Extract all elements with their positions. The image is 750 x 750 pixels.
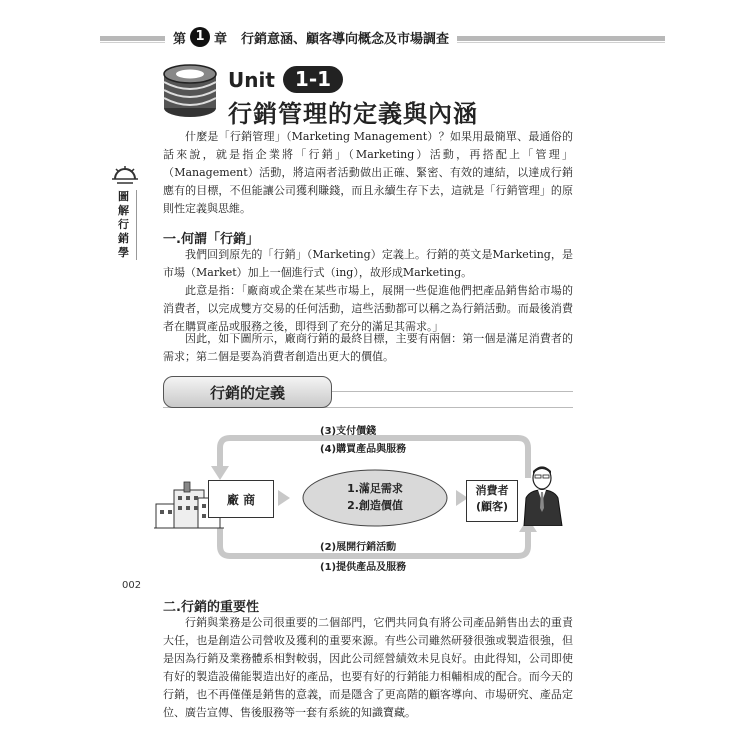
consumer-person-icon xyxy=(518,462,568,526)
consumer-node xyxy=(466,480,518,522)
definition-box-title: 行銷的定義 xyxy=(163,376,332,408)
label-pay-price: (3)支付價錢 xyxy=(320,426,377,437)
goal-2: 2.創造價值 xyxy=(347,499,403,512)
marketing-definition-diagram xyxy=(150,418,570,578)
side-rule xyxy=(136,190,137,260)
chapter-prefix: 第 xyxy=(173,31,187,47)
chapter-header xyxy=(165,26,457,48)
consumer-label: 消費者 xyxy=(475,484,509,497)
chapter-number: 1 xyxy=(190,27,210,47)
customer-label: (顧客) xyxy=(475,500,509,513)
section-heading-1: 一.何謂「行銷」 xyxy=(163,232,259,247)
unit-word: Unit xyxy=(228,67,275,92)
chapter-title: 行銷意涵、顧客導向概念及市場調查 xyxy=(241,31,450,47)
section-heading-2: 二.行銷的重要性 xyxy=(163,600,259,615)
label-buy-products: (4)購買產品與服務 xyxy=(320,444,407,455)
firm-label: 廠 商 xyxy=(226,492,256,507)
unit-cylinder-icon xyxy=(160,62,220,118)
label-marketing-activities: (2)展開行銷活動 xyxy=(320,542,397,553)
top-arrow-head xyxy=(211,466,229,480)
section1-paragraph-3: 因此，如下圖所示，廠商行銷的最終目標，主要有兩個：第一個是滿足消費者的需求；第二個是要為消費者創造出更大的價值。 xyxy=(163,332,573,363)
unit-number-badge: 1-1 xyxy=(283,66,343,93)
goal-1: 1.滿足需求 xyxy=(347,482,403,495)
section1-paragraph-2: 此意是指：「廠商或企業在某些市場上，展開一些促進他們把產品銷售給市場的消費者，以完成雙方交易的任何活動，這些活動都可以稱之為行銷活動。而最後消費者在購買產品或服務之後，即得到了充分的滿足其需求。」 xyxy=(163,284,573,333)
page-title: 行銷管理的定義與內涵 xyxy=(228,100,478,128)
center-goals xyxy=(318,480,432,514)
sun-icon xyxy=(112,165,138,185)
chapter-suffix: 章 xyxy=(214,31,228,47)
section2-paragraph-1: 行銷與業務是公司很重要的二個部門，它們共同負有將公司產品銷售出去的重責大任，也是創造公司營收及獲利的重要來源。有些公司雖然研發很強或製造很強，但是因為行銷及業務體系相對較弱，因此公司經營績效未見良好。由此得知，公司即使有好的製造設備能製造出好的產品，也要有好的行銷能力相輔相成的配合。而今天的行銷，也不再僅僅是銷售的意義，而是隱含了更高階的顧客導向、市場研究、產品定位、廣告宣傳、售後服務等一套有系統的知識寶藏。 xyxy=(163,616,573,719)
unit-label xyxy=(228,66,343,93)
section1-paragraph-1: 我們回到原先的「行銷」（Marketing）定義上。行銷的英文是Marketing，是市場（Market）加上一個進行式（ing），故形成Marketing。 xyxy=(163,248,573,279)
book-title-vertical: 圖解行銷學 xyxy=(118,190,129,259)
right-chevron-left xyxy=(278,490,290,506)
firm-node xyxy=(208,480,274,518)
definition-rule xyxy=(330,391,573,392)
intro-paragraph: 什麼是「行銷管理」（Marketing Management）？如果用最簡單、最通俗的話來說，就是指企業將「行銷」（Marketing）活動，再搭配上「管理」（Management）活動，將這兩者活動做出正確、緊密、有效的連結，以達成行銷應有的目標，不但能讓公司獲利賺錢，而且永續生存下去，這就是「行銷管理」的原則性定義與思維。 xyxy=(163,130,573,215)
label-provide-products: (1)提供產品及服務 xyxy=(320,562,407,573)
page-number: 002 xyxy=(122,580,142,591)
